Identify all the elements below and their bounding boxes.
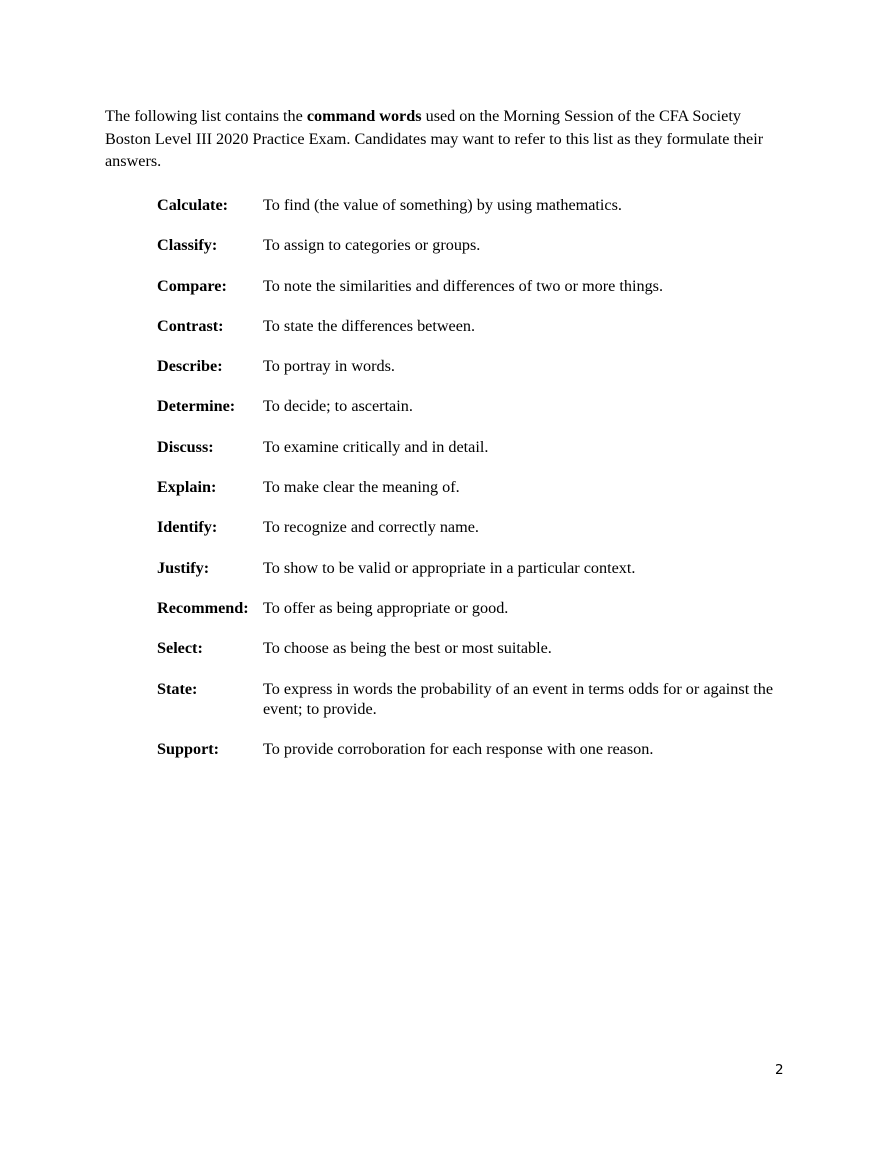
term-word: Recommend: — [157, 598, 249, 617]
term-definition: To offer as being appropriate or good. — [263, 598, 509, 617]
term-definition: To find (the value of something) by using mathematics. — [263, 196, 622, 214]
page-number: 2 — [775, 1062, 784, 1078]
term-definition: To show to be valid or appropriate in a particular context. — [263, 558, 636, 577]
term-row — [157, 679, 777, 719]
command-words-list — [157, 195, 777, 779]
term-row — [157, 235, 777, 255]
term-row — [157, 638, 777, 658]
term-word: Support: — [157, 739, 220, 758]
intro-text-prefix: The following list contains the — [105, 107, 307, 125]
term-definition: To provide corroboration for each response with one reason. — [263, 739, 654, 758]
term-row — [157, 356, 777, 376]
term-definition: To choose as being the best or most suitable. — [263, 639, 552, 658]
term-definition: To make clear the meaning of. — [263, 478, 460, 497]
term-definition: To portray in words. — [263, 357, 395, 376]
term-definition: To assign to categories or groups. — [263, 236, 481, 255]
term-row — [157, 396, 777, 416]
term-row — [157, 517, 777, 537]
term-row — [157, 598, 777, 618]
term-word: Classify: — [157, 236, 218, 255]
term-definition: To state the differences between. — [263, 316, 476, 335]
term-word: Calculate: — [157, 196, 229, 214]
intro-paragraph — [105, 105, 785, 173]
term-word: Determine: — [157, 397, 236, 416]
intro-text-bold: command words — [306, 107, 422, 125]
term-row — [157, 316, 777, 336]
term-word: Explain: — [157, 478, 217, 497]
term-definition: To decide; to ascertain. — [263, 397, 413, 416]
term-row — [157, 558, 777, 578]
term-word: Compare: — [157, 276, 227, 295]
intro-text-suffix: used on the Morning Session of the CFA Society Boston Level III 2020 Practice Exam. Candidates may want to refer to this list as they formulate their answers. — [105, 107, 764, 170]
term-row — [157, 437, 777, 457]
term-word: Describe: — [157, 357, 223, 376]
term-row — [157, 477, 777, 497]
term-definition: To examine critically and in detail. — [263, 437, 489, 456]
term-row — [157, 195, 777, 215]
term-definition: To express in words the probability of an event in terms odds for or against the event; to provide. — [263, 679, 774, 718]
term-definition: To recognize and correctly name. — [263, 518, 479, 537]
term-row — [157, 276, 777, 296]
term-row — [157, 739, 777, 759]
term-word: State: — [157, 679, 198, 698]
term-word: Contrast: — [157, 316, 224, 335]
term-word: Justify: — [157, 558, 210, 577]
term-word: Select: — [157, 639, 203, 658]
term-definition: To note the similarities and differences of two or more things. — [263, 276, 664, 295]
term-word: Discuss: — [157, 437, 214, 456]
term-word: Identify: — [157, 518, 218, 537]
